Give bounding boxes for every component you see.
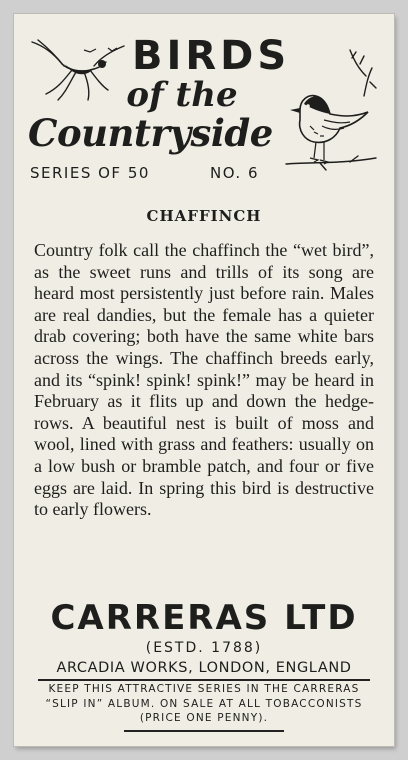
series-title-line1: BIRDS [132,33,291,79]
publisher-name: CARRERAS LTD [50,598,358,638]
card-header [14,14,394,184]
publisher-established: (ESTD. 1788) [145,640,263,656]
publisher-address: ARCADIA WORKS, LONDON, ENGLAND [56,660,352,676]
series-title-line3: Countryside [28,111,273,155]
card-number: NO. 6 [210,164,259,182]
series-label: SERIES OF 50 [30,164,150,182]
songbird-icon [280,46,386,174]
divider [38,679,370,681]
species-description: Country folk call the chaffinch the “wet bird”, as the sweet runs and trills of its song are heard most persistently just before rain. Males are real dandies, but the female has a quieter drab covering; both have the same white bars across the wings. The chaffinch breeds early, and its “spink! spink! spink!” may be heard in February as it flits up and down the hedge-rows. A beautiful nest is built of moss and wool, lined with grass and feathers: usually on a low bush or bramble patch, and four or five eggs are laid. In spring this bird is destructive to early flowers. [34,240,374,520]
series-title-line2: of the [126,75,238,115]
divider [124,730,284,732]
species-name: CHAFFINCH [146,207,262,225]
cigarette-card [14,14,394,746]
album-notice: KEEP THIS ATTRACTIVE SERIES IN THE CARRERAS “SLIP IN” ALBUM. ON SALE AT ALL TOBACCONISTS (PRICE ONE PENNY). [45,683,363,724]
